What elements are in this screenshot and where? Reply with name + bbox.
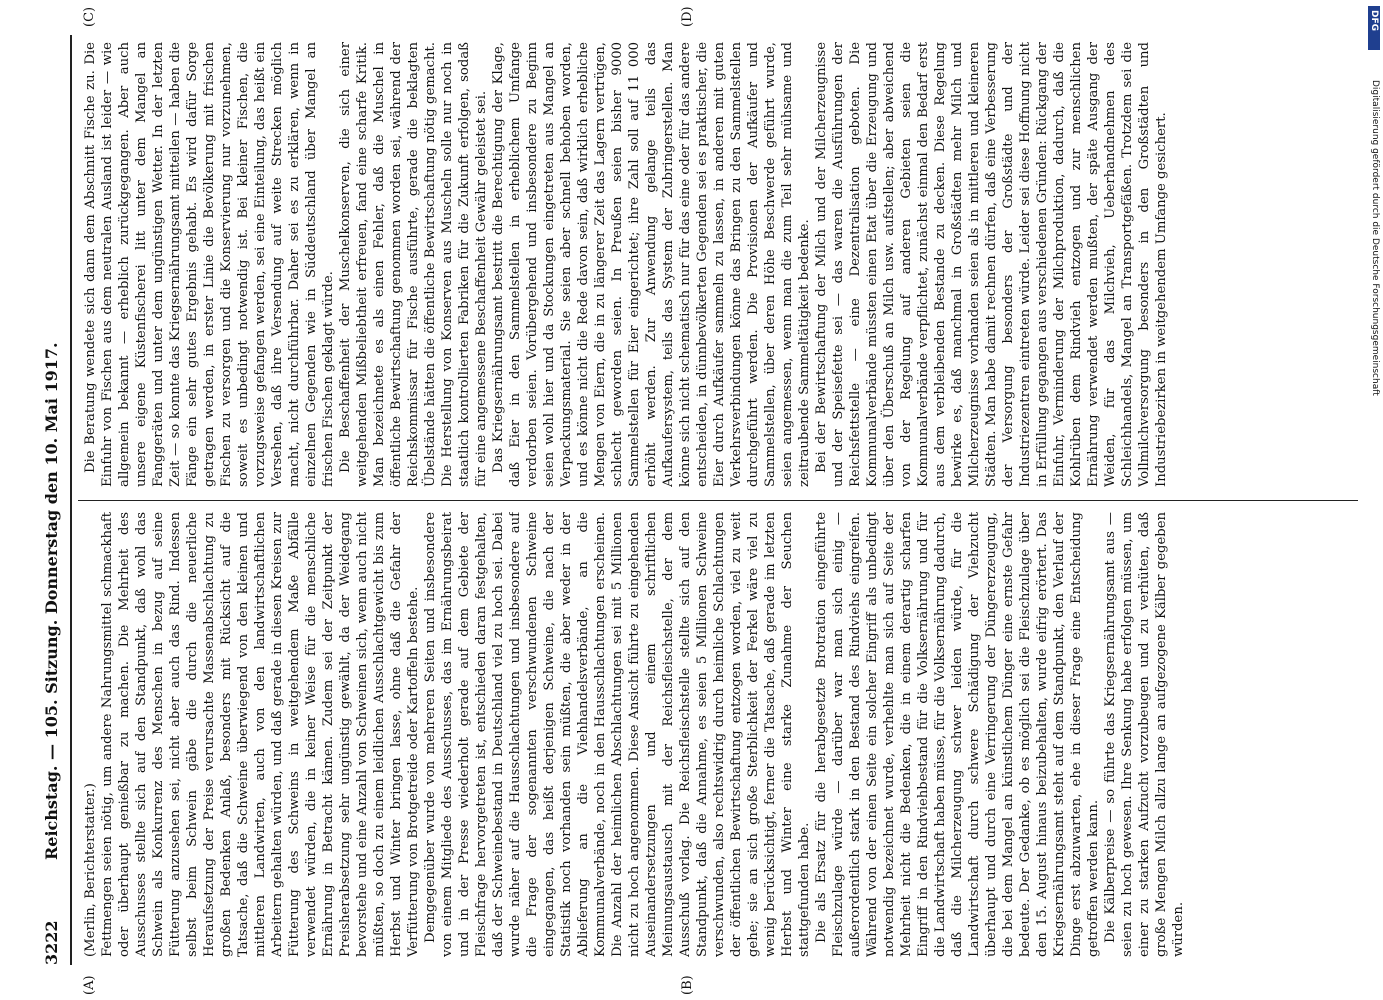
paragraph: Die Kälberpreise — so führte das Kriegsernährungsamt aus — seien zu hoch gewesen. Ihre Senkung habe erfolgen müssen, um einer zu starken Aufzucht vorzubeugen und zu verhüten, daß große Mengen Milch allzu lange an aufgezogene Kälber gegeben würden.: [1103, 512, 1186, 957]
credit-text: Digitalisierung gefördert durch die Deutsche Forschungsgemeinschaft: [1370, 80, 1380, 396]
running-header: [40, 35, 66, 965]
document-page: [40, 6, 1360, 995]
paragraph: Die als Ersatz für die herabgesetzte Brotration eingeführte Fleischzulage würde — darüber war man sich einig — außerordentlich stark in den Bestand des Rindviehs eingreifen. Während von der einen Seite ein solcher Eingriff als unbedingt notwendig bezeichnet wurde, verhehlte man sich auf Seite der Mehrheit nicht die Bedenken, die in einem derartig scharfen Eingriff in den Rindviehbestand für die Volksernährung und für die Landwirtschaft haben müsse, für die Volksernährung dadurch, daß die Milcherzeugung schwer leiden würde, für die Landwirtschaft durch schwere Schädigung der Viehzucht überhaupt und durch eine Verringerung der Düngererzeugung, die bei dem Mangel an künstlichem Dünger eine ernste Gefahr bedeute. Der Gedanke, ob es möglich sei die Fleischzulage über den 15. August hinaus beizubehalten, wurde eifrig erörtert. Das Kriegsernährungsamt steht auf dem Standpunkt, den Verlauf der Dinge erst abzuwarten, ehe in dieser Frage eine Entscheidung getroffen werden kann.: [814, 512, 1101, 957]
paragraph: Demgegenüber wurde von mehreren Seiten und insbesondere von einem Mitgliede des Ausschusses, das im Ernährungsbeirat und in der Presse wiederholt gerade auf dem Gebiete der Fleischfrage hervorgetreten ist, entschieden daran festgehalten, daß der Schweinebestand in Deutschland viel zu hoch sei. Dabei wurde näher auf die Hausschlachtungen und insbesondere auf die Frage der sogenannten verschwundenen Schweine eingegangen, das heißt derjenigen Schweine, die nach der Statistik noch vorhanden sein müßten, die aber weder in der Ablieferung an die Viehhandelsverbände, an die Kommunalverbände, noch in den Hausschlachtungen erscheinen. Die Anzahl der heimlichen Abschlachtungen sei mit 5 Millionen nicht zu hoch angenommen. Diese Ansicht führte zu eingehenden Auseinandersetzungen und einem schriftlichen Meinungsaustausch mit der Reichsfleischstelle, der dem Ausschuß vorlag. Die Reichsfleischstelle stellte sich auf den Standpunkt, daß die Annahme, es seien 5 Millionen Schweine verschwunden, also rechtswidrig durch heimliche Schlachtungen der öffentlichen Bewirtschaftung entzogen worden, viel zu weit gehe; sie an sich große Sterblichkeit der Ferkel wäre viel zu wenig berücksichtigt, ferner die Tatsache, daß gerade im letzten Herbst und Winter eine starke Zunahme der Seuchen stattgefunden habe.: [423, 512, 812, 957]
paragraph: Die Beschaffenheit der Muschelkonserven, die sich einer weitgehenden Mißbeliebtheit erfreuen, fand eine scharfe Kritik. Man bezeichnete es als einen Fehler, daß die Muschel in öffentliche Bewirtschaftung genommen worden sei, während der Reichskommissar für Fische ausführte, gerade die beklagten Übelstände hätten die öffentliche Bewirtschaftung nötig gemacht. Die Herstellung von Konserven aus Muscheln solle nur noch in staatlich kontrollierten Fabriken für die Zukunft erfolgen, sodaß für eine angemessene Beschaffenheit Gewähr geleistet sei.: [338, 42, 489, 487]
header-rule: [70, 35, 72, 965]
speaker-note: (Merlin, Berichterstatter.): [83, 783, 98, 957]
left-column: [82, 512, 1352, 957]
right-column: [82, 42, 1352, 487]
margin-marker-b: (B): [680, 975, 695, 995]
paragraph: Das Kriegsernährungsamt bestritt die Berechtigung der Klage, daß Eier in den Sammelstellen in erheblichem Umfange verdorben seien. Vorübergehend und insbesondere zu Beginn seien wohl hier und da Stockungen eingetreten aus Mangel an Verpackungsmaterial. Sie seien aber schnell behoben worden, und es könne nicht die Rede davon sein, daß wirklich erhebliche Mengen von Eiern, die in zu längerer Zeit das Lagern vertrügen, schlecht geworden seien. In Preußen seien bisher 9000 Sammelstellen für Eier eingerichtet; ihre Zahl soll auf 11 000 erhöht werden. Zur Anwendung gelange teils das Aufkaufersystem, teils das System der Zubringerstellen. Man könne sich nicht schematisch nur für das eine oder für das andere entscheiden, in dünnbevölkerten Gegenden sei es praktischer, die Eier durch Aufkäufer sammeln zu lassen, in anderen mit guten Verkehrsverbindungen könne das Bringen zu den Sammelstellen durchgeführt werden. Die Provisionen der Aufkäufer und Sammelstellen, über deren Höhe Beschwerde geführt wurde, seien angemessen, wenn man die zum Teil sehr mühsame und zeitraubende Sammeltätigkeit bedenke.: [491, 42, 812, 487]
column-divider: [78, 500, 1358, 501]
paragraph: Bei der Bewirtschaftung der Milch und der Milcherzeugnisse und der Speisefette sei — das waren die Ausführungen der Reichsfettstelle — eine Dezentralisation geboten. Die Kommunalverbände müssten einen Etat über die Erzeugung und über den Überschuß an Milch usw. aufstellen; aber abweichend von der Regelung auf anderen Gebieten seien die Kommunalverbände verpflichtet, zunächst einmal den Bedarf erst aus dem verbleibenden Bestande zu decken. Diese Regelung bewirke es, daß manchmal in Großstädten mehr Milch und Milcherzeugnisse vorhanden seien als in mittleren und kleineren Städten. Man habe damit rechnen dürfen, daß eine Verbesserung der Versorgung besonders der Großstädte und der Industriezentren eintreten würde. Leider sei diese Hoffnung nicht in Erfüllung gegangen aus verschiedenen Gründen: Rückgang der Einfuhr, Verminderung der Milchproduktion, dadurch, daß die Kohlrüben dem Rindvieh entzogen und zur menschlichen Ernährung verwendet werden mußten, der späte Ausgang der Weiden, für das Milchvieh, Ueberhandnehmen des Schleichhandels, Mangel an Transportgefäßen. Trotzdem sei die Vollmilchversorgung besonders in den Großstädten und Industriebezirken in weitgehendem Umfange gesichert.: [814, 42, 1169, 487]
dfg-logo-text: DFG: [1369, 10, 1379, 32]
page-number: 3222: [42, 920, 61, 965]
margin-marker-c: (C): [82, 6, 97, 27]
digitization-credit: [1368, 20, 1382, 990]
paragraph: Fettmengen seien nötig, um andere Nahrungsmittel schmackhaft oder überhaupt genießbar zu machen. Die Mehrheit des Ausschusses stellte sich auf den Standpunkt, daß wohl das Schwein als Konkurrenz des Menschen in bezug auf seine Fütterung anzusehen sei, nicht aber auch das Rind. Indessen selbst beim Schwein gäbe die durch die neuerliche Heraufsetzung der Preise verursachte Massenabschlachtung zu großen Bedenken Anlaß, besonders mit Rücksicht auf die Tatsache, daß die Schweine überwiegend von den kleinen und mittleren Landwirten, auch von den landwirtschaftlichen Arbeitern gehalten würden, und daß gerade in diesen Kreisen zur Fütterung des Schweins in weitgehendem Maße Abfälle verwendet würden, die in keiner Weise für die menschliche Ernährung in Betracht kämen. Zudem sei der Zeitpunkt der Preisherabsetzung sehr ungünstig gewählt, da der Weidegang bevorstehe und eine Anzahl von Schweinen sich, wenn auch nicht müßten, so doch zu einem leidlichen Ausschlachtgewicht bis zum Herbst und Winter bringen lasse, ohne daß die Gefahr der Verfütterung von Brotgetreide oder Kartoffeln bestehe.: [100, 512, 421, 957]
margin-marker-d: (D): [680, 6, 695, 27]
header-title: Reichstag. — 105. Sitzung. Donnerstag den 10. Mai 1917.: [42, 342, 61, 860]
paragraph: Die Beratung wendete sich dann dem Abschnitt Fische zu. Die Einfuhr von Fischen aus dem neutralen Ausland ist leider — wie allgemein bekannt — erheblich zurückgegangen. Aber auch unsere eigene Küstenfischerei litt unter dem Mangel an Fanggeräten und unter dem ungünstigen Wetter. In der letzten Zeit — so konnte das Kriegsernährungsamt mitteilen — haben die Fänge ein sehr gutes Ergebnis gehabt. Es wird dafür Sorge getragen werden, in erster Linie die Bevölkerung mit frischen Fischen zu versorgen und die Konservierung nur vorzunehmen, soweit es unbedingt notwendig ist. Bei kleiner Fischen, die vorzugsweise gefangen werden, sei eine Einteilung, das heißt ein Versehen, daß ihre Versendung auf weite Strecken möglich macht, nicht durchführbar. Daher sei es zu erklären, wenn in einzelnen Gegenden wie in Süddeutschland über Mangel an frischen Fischen geklagt würde.: [83, 42, 336, 487]
margin-marker-a: (A): [82, 975, 97, 995]
